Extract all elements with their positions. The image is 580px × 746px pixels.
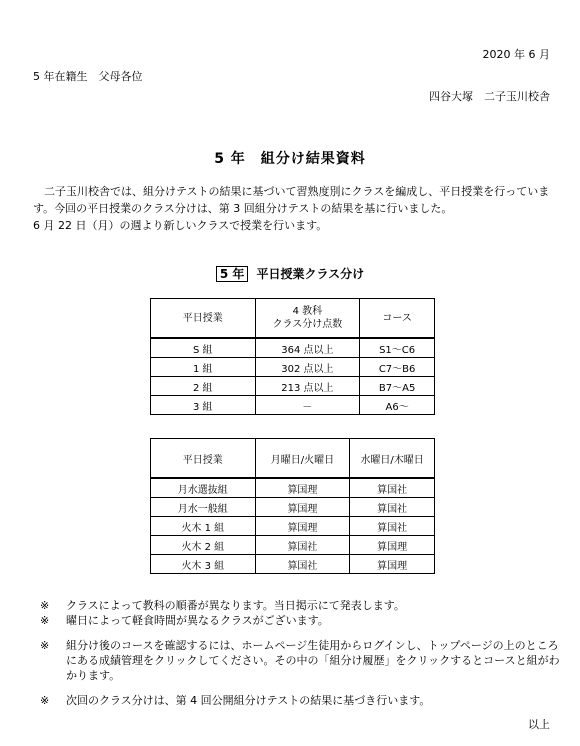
table-cell: 月水選抜組 [151,478,256,498]
table-row [151,377,435,396]
table-cell: 火木 1 組 [151,517,256,536]
note-mark: ※ [40,599,50,612]
table-cell: 算国理 [350,555,435,574]
note-text: 次回のクラス分けは、第 4 回公開組分けテストの結果に基づき行います。 [66,694,431,707]
table-row [151,478,435,498]
notes-section [40,598,560,708]
table-cell: 302 点以上 [255,358,360,377]
table-cell: 3 組 [151,396,256,415]
table-row [151,338,435,358]
document-date: 2020 年 6 月 [482,48,550,61]
table-cell: 火木 3 組 [151,555,256,574]
note-mark: ※ [40,694,50,707]
table-cell: A6～ [360,396,435,415]
note-item [40,693,560,708]
note-text: クラスによって教科の順番が異なります。当日掲示にて発表します。 [66,599,405,612]
table-header-row [151,439,435,479]
note-item [40,598,560,613]
recipient-line: 5 年在籍生 父母各位 [33,70,143,83]
note-item [40,638,560,683]
sender-line: 四谷大塚 二子玉川校舎 [429,90,550,103]
intro-paragraph [33,183,553,234]
header-cell [255,299,360,339]
table-cell: 算国社 [255,555,350,574]
table-cell: 算国理 [350,536,435,555]
class-score-table [150,298,435,415]
table-cell: C7～B6 [360,358,435,377]
table-cell: 364 点以上 [255,338,360,358]
note-mark: ※ [40,614,50,627]
table-cell: 213 点以上 [255,377,360,396]
table-cell: 1 組 [151,358,256,377]
note-text: 組分け後のコースを確認するには、ホームページ生徒用からログインし、トップページの上のところにある成績管理をクリックしてください。その中の「組分け履歴」をクリックするとコースと組がわかります。 [66,639,560,682]
document-title: 5 年 組分け結果資料 [214,151,366,167]
table-cell: 算国社 [350,498,435,517]
note-text: 曜日によって軽食時間が異なるクラスがございます。 [66,614,329,627]
table-cell: 算国社 [255,536,350,555]
table-row [151,358,435,377]
grade-box: 5 年 [216,266,249,282]
intro-text-1: 二子玉川校舎では、組分けテストの結果に基づいて習熟度別にクラスを編成し、平日授業を行っています。今回の平日授業のクラス分けは、第 3 回組分けテストの結果を基に行いました。 [33,185,550,215]
table-cell: 2 組 [151,377,256,396]
intro-text-2: 6 月 22 日（月）の週より新しいクラスで授業を行います。 [33,219,328,232]
table-cell: 算国理 [255,498,350,517]
table-row [151,536,435,555]
table-row [151,517,435,536]
table-cell: 算国社 [350,517,435,536]
table-row [151,555,435,574]
table-cell: S 組 [151,338,256,358]
table-cell: － [255,396,360,415]
closing-word: 以上 [528,718,550,731]
header-cell: コース [360,299,435,339]
header-line: クラス分け点数 [272,319,343,330]
header-cell: 平日授業 [151,439,256,479]
table-header-row [151,299,435,339]
table-cell: 算国理 [255,478,350,498]
table-cell: B7～A5 [360,377,435,396]
note-mark: ※ [40,639,50,652]
header-line: 4 教科 [292,306,323,317]
table-cell: 算国社 [350,478,435,498]
header-cell: 月曜日/火曜日 [255,439,350,479]
table-cell: 月水一般組 [151,498,256,517]
weekday-subject-table [150,438,435,574]
table-row [151,498,435,517]
table-cell: S1～C6 [360,338,435,358]
section-title-text: 平日授業クラス分け [256,267,365,281]
table-cell: 火木 2 組 [151,536,256,555]
table-row [151,396,435,415]
header-cell: 平日授業 [151,299,256,339]
note-item [40,613,560,628]
header-cell: 水曜日/木曜日 [350,439,435,479]
section-title [0,265,580,282]
table-cell: 算国理 [255,517,350,536]
